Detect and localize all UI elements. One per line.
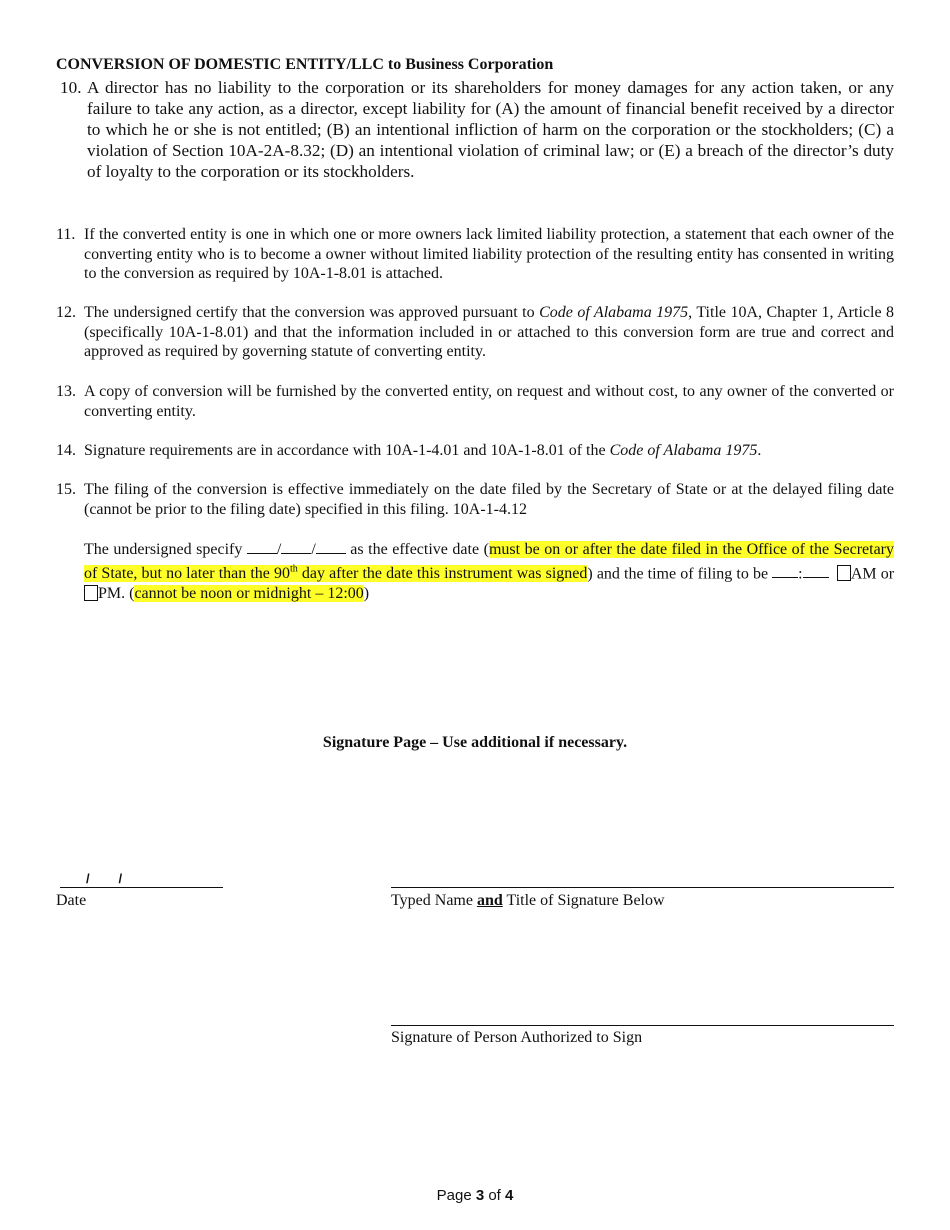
list-item	[56, 77, 894, 182]
document-title: CONVERSION OF DOMESTIC ENTITY/LLC to Business Corporation	[56, 56, 554, 73]
date-line[interactable]	[60, 887, 223, 888]
item-text: If the converted entity is one in which one or more owners lack limited liability protection, a statement that each owner of the converting entity who is to become a owner without limited liability protection of the resulting entity has consented in writing to the conversion as required by 10A-1-8.01 is attached.	[84, 226, 894, 283]
item-number: 11.	[56, 226, 76, 243]
am-checkbox[interactable]	[837, 565, 851, 581]
month-blank[interactable]	[247, 539, 277, 554]
effective-date-paragraph: The undersigned specify / / as the effective date (must be on or after the date filed in the Office of the Secretary of State, but no later than the 90th day after the date this instrument was signed) and the time of filing to be : AM orPM. (cannot be noon or midnight – 12:00)	[84, 541, 895, 602]
date-label: Date	[56, 892, 87, 909]
item-number: 10.	[60, 78, 82, 97]
item-number: 12.	[56, 304, 76, 321]
signature-page-heading: Signature Page – Use additional if necessary.	[322, 734, 628, 751]
signature-line[interactable]	[391, 1025, 894, 1026]
day-blank[interactable]	[281, 539, 311, 554]
item-text: The filing of the conversion is effective immediately on the date filed by the Secretary of State or at the delayed filing date (cannot be prior to the filing date) specified in this filing. 10A-1-4.12	[84, 481, 894, 518]
hour-blank[interactable]	[772, 563, 798, 578]
item-text: A director has no liability to the corporation or its shareholders for money damages for any action taken, or any failure to take any action, as a director, except liability for (A) the amount of financial benefit received by a director to which he or she is not entitled; (B) an intentional infliction of harm on the corporation or the stockholders; (C) a violation of Section 10A-2A-8.32; (D) an intentional violation of criminal law; or (E) a breach of the director’s duty of loyalty to the corporation or its stockholders.	[87, 78, 894, 181]
current-page: 3	[475, 1187, 485, 1204]
list-item	[56, 303, 894, 362]
item-number: 15.	[56, 481, 76, 498]
item-text: Signature requirements are in accordance with 10A-1-4.01 and 10A-1-8.01 of the Code of Alabama 1975.	[84, 442, 762, 459]
list-item	[56, 225, 894, 284]
item-number: 13.	[56, 383, 76, 400]
highlight-note: cannot be noon or midnight – 12:00	[134, 584, 364, 602]
page-footer: Page 3 of 4	[436, 1187, 514, 1204]
total-pages: 4	[505, 1187, 514, 1204]
code-reference: Code of Alabama 1975	[539, 304, 689, 321]
list-item	[56, 382, 894, 421]
item-number: 14.	[56, 442, 76, 459]
item-text: The undersigned certify that the conversion was approved pursuant to Code of Alabama 1975, Title 10A, Chapter 1, Article 8 (specifically 10A-1-8.01) and that the information included in or attached to this conversion form are true and correct and approved as required by governing statute of converting entity.	[84, 304, 895, 361]
minute-blank[interactable]	[803, 563, 829, 578]
item-text: A copy of conversion will be furnished by the converted entity, on request and without cost, to any owner of the converted or converting entity.	[84, 383, 894, 420]
year-blank[interactable]	[316, 539, 346, 554]
highlight-note: must be on or after the date filed in the Office of the Secretary of State, but no later than the 90th day after the date this instrument was signed	[84, 541, 895, 582]
date-slashes: / /	[86, 871, 123, 886]
list-item	[56, 480, 894, 519]
typed-name-label: Typed Name and Title of Signature Below	[391, 892, 665, 909]
signature-label: Signature of Person Authorized to Sign	[391, 1029, 643, 1046]
typed-name-line[interactable]	[391, 887, 894, 888]
code-reference: Code of Alabama 1975	[609, 442, 758, 459]
list-item	[56, 441, 894, 461]
pm-checkbox[interactable]	[84, 585, 98, 601]
